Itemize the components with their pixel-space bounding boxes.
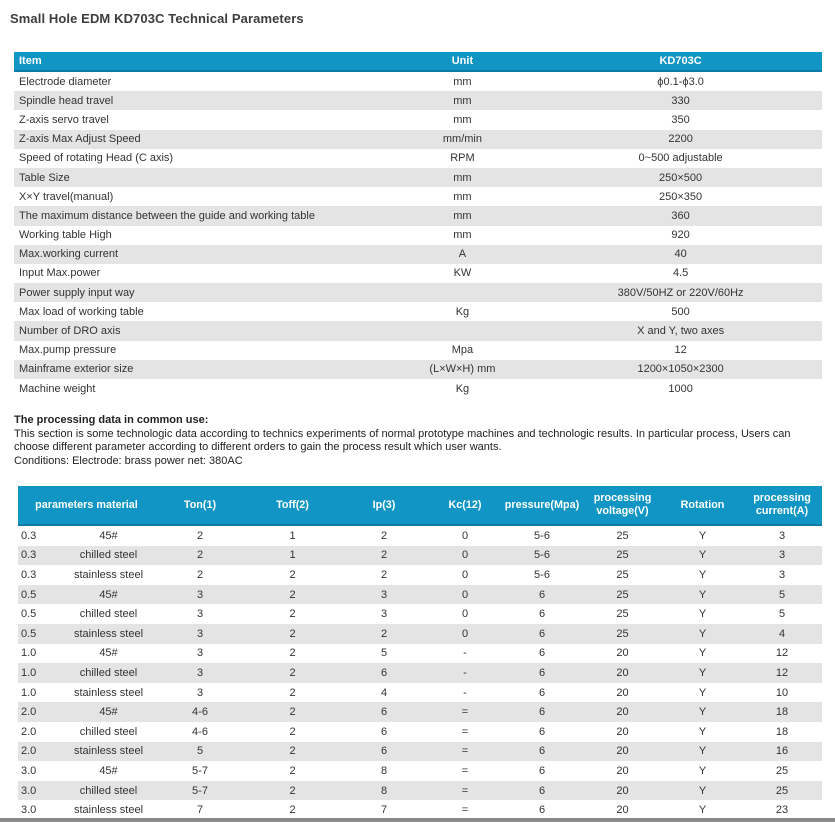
process-table-cell: Y <box>698 588 707 601</box>
process-table-cell: 3 <box>196 627 204 640</box>
process-table-cell: = <box>461 745 469 758</box>
process-table-cell: 25 <box>616 568 629 581</box>
notes-conditions: Conditions: Electrode: brass power net: 380AC <box>14 454 243 467</box>
process-table-cell: Y <box>698 568 707 581</box>
process-table-cell: - <box>463 666 467 679</box>
process-table-cell: 25 <box>616 608 629 621</box>
process-table-cell: 45# <box>99 588 118 601</box>
process-table-cell: 16 <box>775 745 789 758</box>
spec-table-cell: The maximum distance between the guide and working table <box>19 209 315 222</box>
process-table-header-cell: Kc(12) <box>448 498 482 511</box>
process-table-cell: Y <box>698 764 707 777</box>
spec-table-cell: Kg <box>455 305 470 318</box>
process-table-cell: Y <box>698 706 707 719</box>
process-table-cell: Y <box>698 804 707 817</box>
process-table-cell: 2.0 <box>21 745 37 758</box>
spec-table-row <box>14 206 822 225</box>
process-table-cell: 6 <box>538 666 546 679</box>
process-table-cell: 2 <box>289 686 296 699</box>
process-table-row <box>18 683 822 703</box>
process-table-row <box>18 722 822 742</box>
process-table-cell: 25 <box>616 549 629 562</box>
bottom-divider <box>0 818 835 822</box>
process-table-cell: 6 <box>538 627 546 640</box>
process-table-cell: 20 <box>616 686 629 699</box>
process-table-cell: Y <box>698 608 707 621</box>
process-table-cell: 8 <box>380 784 388 797</box>
process-table-cell: 0.5 <box>21 588 37 601</box>
process-table-cell: 3 <box>196 608 204 621</box>
process-table-cell: 6 <box>380 725 388 738</box>
process-table-cell: 20 <box>616 706 629 719</box>
process-table-cell: 5-7 <box>192 764 208 777</box>
process-table-cell: 2 <box>289 627 296 640</box>
process-table-cell: 0 <box>461 588 469 601</box>
spec-table-cell: Mainframe exterior size <box>19 363 134 376</box>
spec-table-cell: Z-axis Max Adjust Speed <box>19 133 141 146</box>
process-table-row <box>18 702 822 722</box>
spec-table-cell: A <box>458 248 467 261</box>
process-table-cell: 20 <box>616 764 629 777</box>
process-table-header-cell: parameters material <box>35 498 138 511</box>
process-table-cell: 6 <box>538 647 546 660</box>
process-table-cell: 2 <box>289 804 296 817</box>
process-table-cell: - <box>463 686 467 699</box>
process-table-cell: 2 <box>380 627 388 640</box>
process-table-cell: stainless steel <box>73 745 144 758</box>
process-table-cell: 2 <box>289 647 296 660</box>
process-table-cell: 3 <box>380 608 388 621</box>
process-table-cell: 2 <box>196 529 204 542</box>
spec-table-row <box>14 264 822 283</box>
spec-table-cell: Mpa <box>451 344 474 357</box>
spec-table-cell: mm/min <box>442 133 482 146</box>
process-table-cell: chilled steel <box>79 784 138 797</box>
process-table-row <box>18 565 822 585</box>
process-table-cell: 18 <box>775 706 789 719</box>
process-table-cell: Y <box>698 529 707 542</box>
notes-section <box>14 414 820 468</box>
process-table-cell: 0.3 <box>21 529 37 542</box>
spec-table-row <box>14 72 822 91</box>
process-table-cell: 6 <box>380 666 388 679</box>
spec-table-row <box>14 321 822 340</box>
process-table-cell: 45# <box>99 706 118 719</box>
spec-table-cell: X×Y travel(manual) <box>19 190 114 203</box>
spec-table-cell: mm <box>453 113 472 126</box>
process-table-cell: Y <box>698 666 707 679</box>
process-table-cell: 0.3 <box>21 549 37 562</box>
spec-table-cell: Max.working current <box>19 248 119 261</box>
process-table-cell: 3 <box>196 686 204 699</box>
process-table-cell: 6 <box>538 764 546 777</box>
process-table-cell: chilled steel <box>79 608 138 621</box>
spec-table-cell: mm <box>453 190 472 203</box>
process-table-cell: 12 <box>775 666 789 679</box>
process-table-cell: Y <box>698 627 707 640</box>
process-table-header-cell: Rotation <box>680 498 725 511</box>
process-table-cell: 3 <box>778 549 786 562</box>
process-table-cell: 0 <box>461 568 469 581</box>
process-table-row <box>18 781 822 801</box>
process-table-row <box>18 624 822 644</box>
process-table-cell: 25 <box>616 588 629 601</box>
process-table-cell: 20 <box>616 745 629 758</box>
spec-table-cell: 40 <box>674 248 687 261</box>
process-table-cell: chilled steel <box>79 725 138 738</box>
process-table-header-cell: Ton(1) <box>183 498 217 511</box>
process-table-cell: 20 <box>616 725 629 738</box>
process-table-row <box>18 663 822 683</box>
spec-table-cell: 360 <box>671 209 690 222</box>
spec-table-cell: 12 <box>674 344 687 357</box>
process-table-row <box>18 546 822 566</box>
process-table-cell: 6 <box>538 745 546 758</box>
process-table-cell: 2 <box>196 568 204 581</box>
process-table-cell: Y <box>698 745 707 758</box>
spec-header-model: KD703C <box>659 55 702 67</box>
process-table-cell: 2 <box>289 666 296 679</box>
process-table-cell: 3 <box>778 529 786 542</box>
process-table-cell: 7 <box>380 804 388 817</box>
process-table-cell: 4 <box>380 686 388 699</box>
process-table-cell: 1 <box>289 529 296 542</box>
process-table-cell: 45# <box>99 529 118 542</box>
process-table-cell: 1.0 <box>21 666 37 679</box>
process-table-cell: 7 <box>196 804 204 817</box>
spec-table-cell: 500 <box>671 305 690 318</box>
process-table-cell: 2 <box>289 745 296 758</box>
process-table-cell: 25 <box>616 627 629 640</box>
process-table-cell: stainless steel <box>73 686 144 699</box>
process-table-cell: 12 <box>775 647 789 660</box>
process-table-cell: 5 <box>196 745 204 758</box>
process-table-cell: 20 <box>616 784 629 797</box>
process-table-cell: 3 <box>196 647 204 660</box>
process-table-cell: Y <box>698 784 707 797</box>
spec-table-body <box>14 72 822 398</box>
process-table-cell: stainless steel <box>73 627 144 640</box>
process-table-row <box>18 761 822 781</box>
spec-table-cell: 0~500 adjustable <box>638 152 723 165</box>
process-table-cell: 5-7 <box>192 784 208 797</box>
process-table-row <box>18 800 822 820</box>
spec-table-row <box>14 360 822 379</box>
process-table-cell: Y <box>698 647 707 660</box>
notes-heading: The processing data in common use: <box>14 414 209 426</box>
process-table-row <box>18 604 822 624</box>
spec-table-row <box>14 149 822 168</box>
spec-table <box>14 52 822 398</box>
process-table-cell: = <box>461 804 469 817</box>
spec-table-row <box>14 226 822 245</box>
process-table-header-cell: processing current(A) <box>753 492 811 517</box>
process-table-cell: 20 <box>616 647 629 660</box>
spec-table-cell: 250×500 <box>659 171 703 184</box>
spec-table-row <box>14 187 822 206</box>
page-title: Small Hole EDM KD703C Technical Parameters <box>10 11 304 26</box>
process-table-cell: = <box>461 784 469 797</box>
spec-table-cell: 1000 <box>668 382 693 395</box>
spec-table-cell: Number of DRO axis <box>19 325 121 338</box>
process-table-cell: 3.0 <box>21 804 37 817</box>
process-table-cell: 25 <box>775 764 789 777</box>
process-table-cell: 2 <box>289 706 296 719</box>
process-table-cell: 6 <box>538 588 546 601</box>
spec-table-cell: Kg <box>455 382 470 395</box>
process-table-cell: 45# <box>99 647 118 660</box>
process-table-cell: 4-6 <box>192 706 208 719</box>
spec-table-cell: KW <box>453 267 472 280</box>
process-table-cell: 0.5 <box>21 608 37 621</box>
process-table-row <box>18 742 822 762</box>
process-table-cell: 45# <box>99 764 118 777</box>
spec-table-row <box>14 245 822 264</box>
spec-table-row <box>14 283 822 302</box>
process-table-cell: chilled steel <box>79 549 138 562</box>
process-table-cell: 5 <box>778 608 786 621</box>
process-table-cell: 3.0 <box>21 764 37 777</box>
spec-table-cell: 380V/50HZ or 220V/60Hz <box>617 286 744 299</box>
process-table-cell: 20 <box>616 666 629 679</box>
spec-table-row <box>14 341 822 360</box>
process-table-row <box>18 585 822 605</box>
spec-table-cell: mm <box>453 94 472 107</box>
spec-table-row <box>14 302 822 321</box>
process-table-cell: 2 <box>380 549 388 562</box>
spec-table-cell: X and Y, two axes <box>637 325 725 338</box>
spec-table-cell: RPM <box>450 152 475 165</box>
process-table-cell: 20 <box>616 804 629 817</box>
spec-table-row <box>14 91 822 110</box>
process-table-cell: 2.0 <box>21 725 37 738</box>
spec-table-cell: 330 <box>671 94 690 107</box>
spec-table-cell: Machine weight <box>19 382 96 395</box>
spec-table-row <box>14 168 822 187</box>
process-table-cell: 8 <box>380 764 388 777</box>
process-table-cell: 1.0 <box>21 686 37 699</box>
process-table-cell: 10 <box>775 686 789 699</box>
spec-table-cell: Power supply input way <box>19 286 135 299</box>
spec-table-cell: Input Max.power <box>19 267 101 280</box>
process-table-cell: stainless steel <box>73 568 144 581</box>
process-table-cell: 5-6 <box>534 549 550 562</box>
process-table-cell: 2.0 <box>21 706 37 719</box>
process-table-cell: 2 <box>289 764 296 777</box>
process-table-cell: 0.3 <box>21 568 37 581</box>
process-table-cell: 4 <box>778 627 786 640</box>
spec-table-row <box>14 110 822 129</box>
spec-table-cell: 250×350 <box>659 190 703 203</box>
process-table-cell: 6 <box>538 725 546 738</box>
process-table-cell: 3.0 <box>21 784 37 797</box>
spec-table-cell: Electrode diameter <box>19 75 112 88</box>
process-table-cell: - <box>463 647 467 660</box>
process-table-cell: 0.5 <box>21 627 37 640</box>
process-table-cell: = <box>461 764 469 777</box>
process-table-cell: 6 <box>538 686 546 699</box>
process-table-cell: stainless steel <box>73 804 144 817</box>
process-table-header-cell: Ip(3) <box>372 498 396 511</box>
spec-table-cell: (L×W×H) mm <box>429 363 496 376</box>
process-table-row <box>18 526 822 546</box>
process-table-cell: 6 <box>538 804 546 817</box>
spec-table-cell: Max load of working table <box>19 305 144 318</box>
process-table-cell: 0 <box>461 608 469 621</box>
spec-table-cell: Speed of rotating Head (C axis) <box>19 152 174 165</box>
spec-header-unit: Unit <box>451 55 474 67</box>
process-table-cell: 1.0 <box>21 647 37 660</box>
process-table-cell: 25 <box>775 784 789 797</box>
spec-table-cell: 350 <box>671 113 690 126</box>
process-table-header-row <box>18 486 822 526</box>
process-table-cell: Y <box>698 725 707 738</box>
spec-table-row <box>14 130 822 149</box>
process-table-cell: 2 <box>380 568 388 581</box>
spec-table-cell: mm <box>453 229 472 242</box>
spec-table-cell: Spindle head travel <box>19 94 114 107</box>
process-table-cell: Y <box>698 686 707 699</box>
process-table-cell: 1 <box>289 549 296 562</box>
process-table <box>18 486 822 820</box>
process-table-cell: 3 <box>380 588 388 601</box>
process-table-cell: 5-6 <box>534 568 550 581</box>
process-table-cell: 5 <box>380 647 388 660</box>
process-table-row <box>18 644 822 664</box>
process-table-cell: 2 <box>289 784 296 797</box>
process-table-cell: Y <box>698 549 707 562</box>
spec-table-cell: mm <box>453 209 472 222</box>
spec-table-cell: Z-axis servo travel <box>19 113 109 126</box>
process-table-cell: 0 <box>461 627 469 640</box>
spec-table-cell: 1200×1050×2300 <box>637 363 724 376</box>
spec-table-cell: 2200 <box>668 133 693 146</box>
process-table-cell: 2 <box>289 725 296 738</box>
process-table-cell: 18 <box>775 725 789 738</box>
process-table-header-cell: pressure(Mpa) <box>504 498 580 511</box>
process-table-cell: 0 <box>461 549 469 562</box>
spec-header-item: Item <box>19 55 42 67</box>
spec-table-cell: mm <box>453 75 472 88</box>
process-table-cell: chilled steel <box>79 666 138 679</box>
process-table-cell: 6 <box>538 608 546 621</box>
process-table-cell: 6 <box>380 706 388 719</box>
process-table-cell: 5 <box>778 588 786 601</box>
process-table-cell: 23 <box>775 804 789 817</box>
process-table-cell: 3 <box>778 568 786 581</box>
process-table-cell: 2 <box>380 529 388 542</box>
notes-body: This section is some technologic data according to technics experiments of normal prototype machines and technologic results. In particular process, Users can choose different parameter according to different orders to gain the process result which user wants. <box>14 427 791 453</box>
process-table-cell: 4-6 <box>192 725 208 738</box>
spec-table-cell: 4.5 <box>672 267 689 280</box>
process-table-cell: 0 <box>461 529 469 542</box>
process-table-cell: 6 <box>538 784 546 797</box>
process-table-cell: 5-6 <box>534 529 550 542</box>
process-table-cell: 2 <box>289 568 296 581</box>
process-table-header-cell: Toff(2) <box>276 498 309 511</box>
process-table-header-cell: processing voltage(V) <box>593 492 652 517</box>
process-table-cell: 2 <box>196 549 204 562</box>
process-table-cell: 6 <box>380 745 388 758</box>
spec-table-row <box>14 379 822 398</box>
spec-table-cell: ϕ0.1-ϕ3.0 <box>657 75 704 88</box>
process-table-cell: = <box>461 706 469 719</box>
spec-table-cell: Working table High <box>19 229 112 242</box>
process-table-cell: 3 <box>196 588 204 601</box>
process-table-body <box>18 526 822 820</box>
process-table-cell: 3 <box>196 666 204 679</box>
spec-table-cell: Max.pump pressure <box>19 344 117 357</box>
spec-table-cell: 920 <box>671 229 690 242</box>
process-table-cell: 25 <box>616 529 629 542</box>
spec-table-cell: mm <box>453 171 472 184</box>
process-table-cell: 2 <box>289 588 296 601</box>
spec-table-header-row <box>14 52 822 72</box>
spec-table-cell: Table Size <box>19 171 70 184</box>
process-table-cell: 6 <box>538 706 546 719</box>
process-table-cell: 2 <box>289 608 296 621</box>
process-table-cell: = <box>461 725 469 738</box>
